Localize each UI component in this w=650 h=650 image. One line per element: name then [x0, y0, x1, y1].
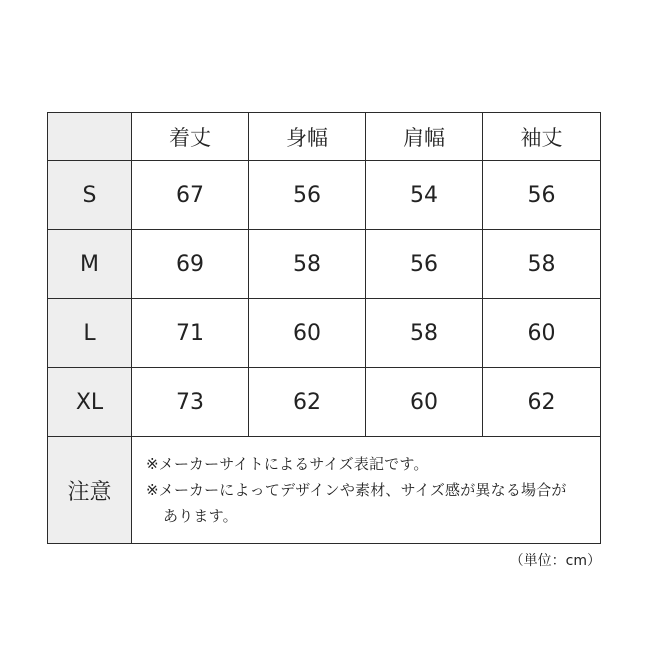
table-row	[48, 230, 601, 299]
table-row	[48, 368, 601, 437]
table-row	[48, 161, 601, 230]
table-cell: 62	[249, 368, 366, 437]
table-cell: 56	[249, 161, 366, 230]
header-row	[48, 113, 601, 161]
table-cell: 58	[483, 230, 601, 299]
corner-cell	[48, 113, 132, 161]
column-header-chest-width: 身幅	[249, 113, 366, 161]
row-header-size: M	[48, 230, 132, 299]
table-cell: 60	[366, 368, 483, 437]
note-line: ※メーカーによってデザインや素材、サイズ感が異なる場合が	[146, 481, 567, 499]
table-row	[48, 299, 601, 368]
column-header-length: 着丈	[132, 113, 249, 161]
table-cell: 69	[132, 230, 249, 299]
unit-note: （単位：cm）	[509, 553, 601, 569]
table-cell: 71	[132, 299, 249, 368]
column-header-shoulder-width: 肩幅	[366, 113, 483, 161]
table-cell: 56	[366, 230, 483, 299]
table-cell: 56	[483, 161, 601, 230]
note-line: あります。	[163, 507, 238, 525]
notes-row	[48, 437, 601, 544]
row-header-size: XL	[48, 368, 132, 437]
row-header-size: L	[48, 299, 132, 368]
table-cell: 62	[483, 368, 601, 437]
table-cell: 60	[483, 299, 601, 368]
notes-cell	[132, 437, 601, 544]
table-cell: 60	[249, 299, 366, 368]
note-line: ※メーカーサイトによるサイズ表記です。	[146, 455, 429, 473]
notes-label: 注意	[48, 437, 132, 544]
table-cell: 54	[366, 161, 483, 230]
row-header-size: S	[48, 161, 132, 230]
table-cell: 58	[249, 230, 366, 299]
size-chart-table	[47, 112, 601, 544]
table-cell: 73	[132, 368, 249, 437]
column-header-sleeve-length: 袖丈	[483, 113, 601, 161]
table-cell: 67	[132, 161, 249, 230]
table-cell: 58	[366, 299, 483, 368]
